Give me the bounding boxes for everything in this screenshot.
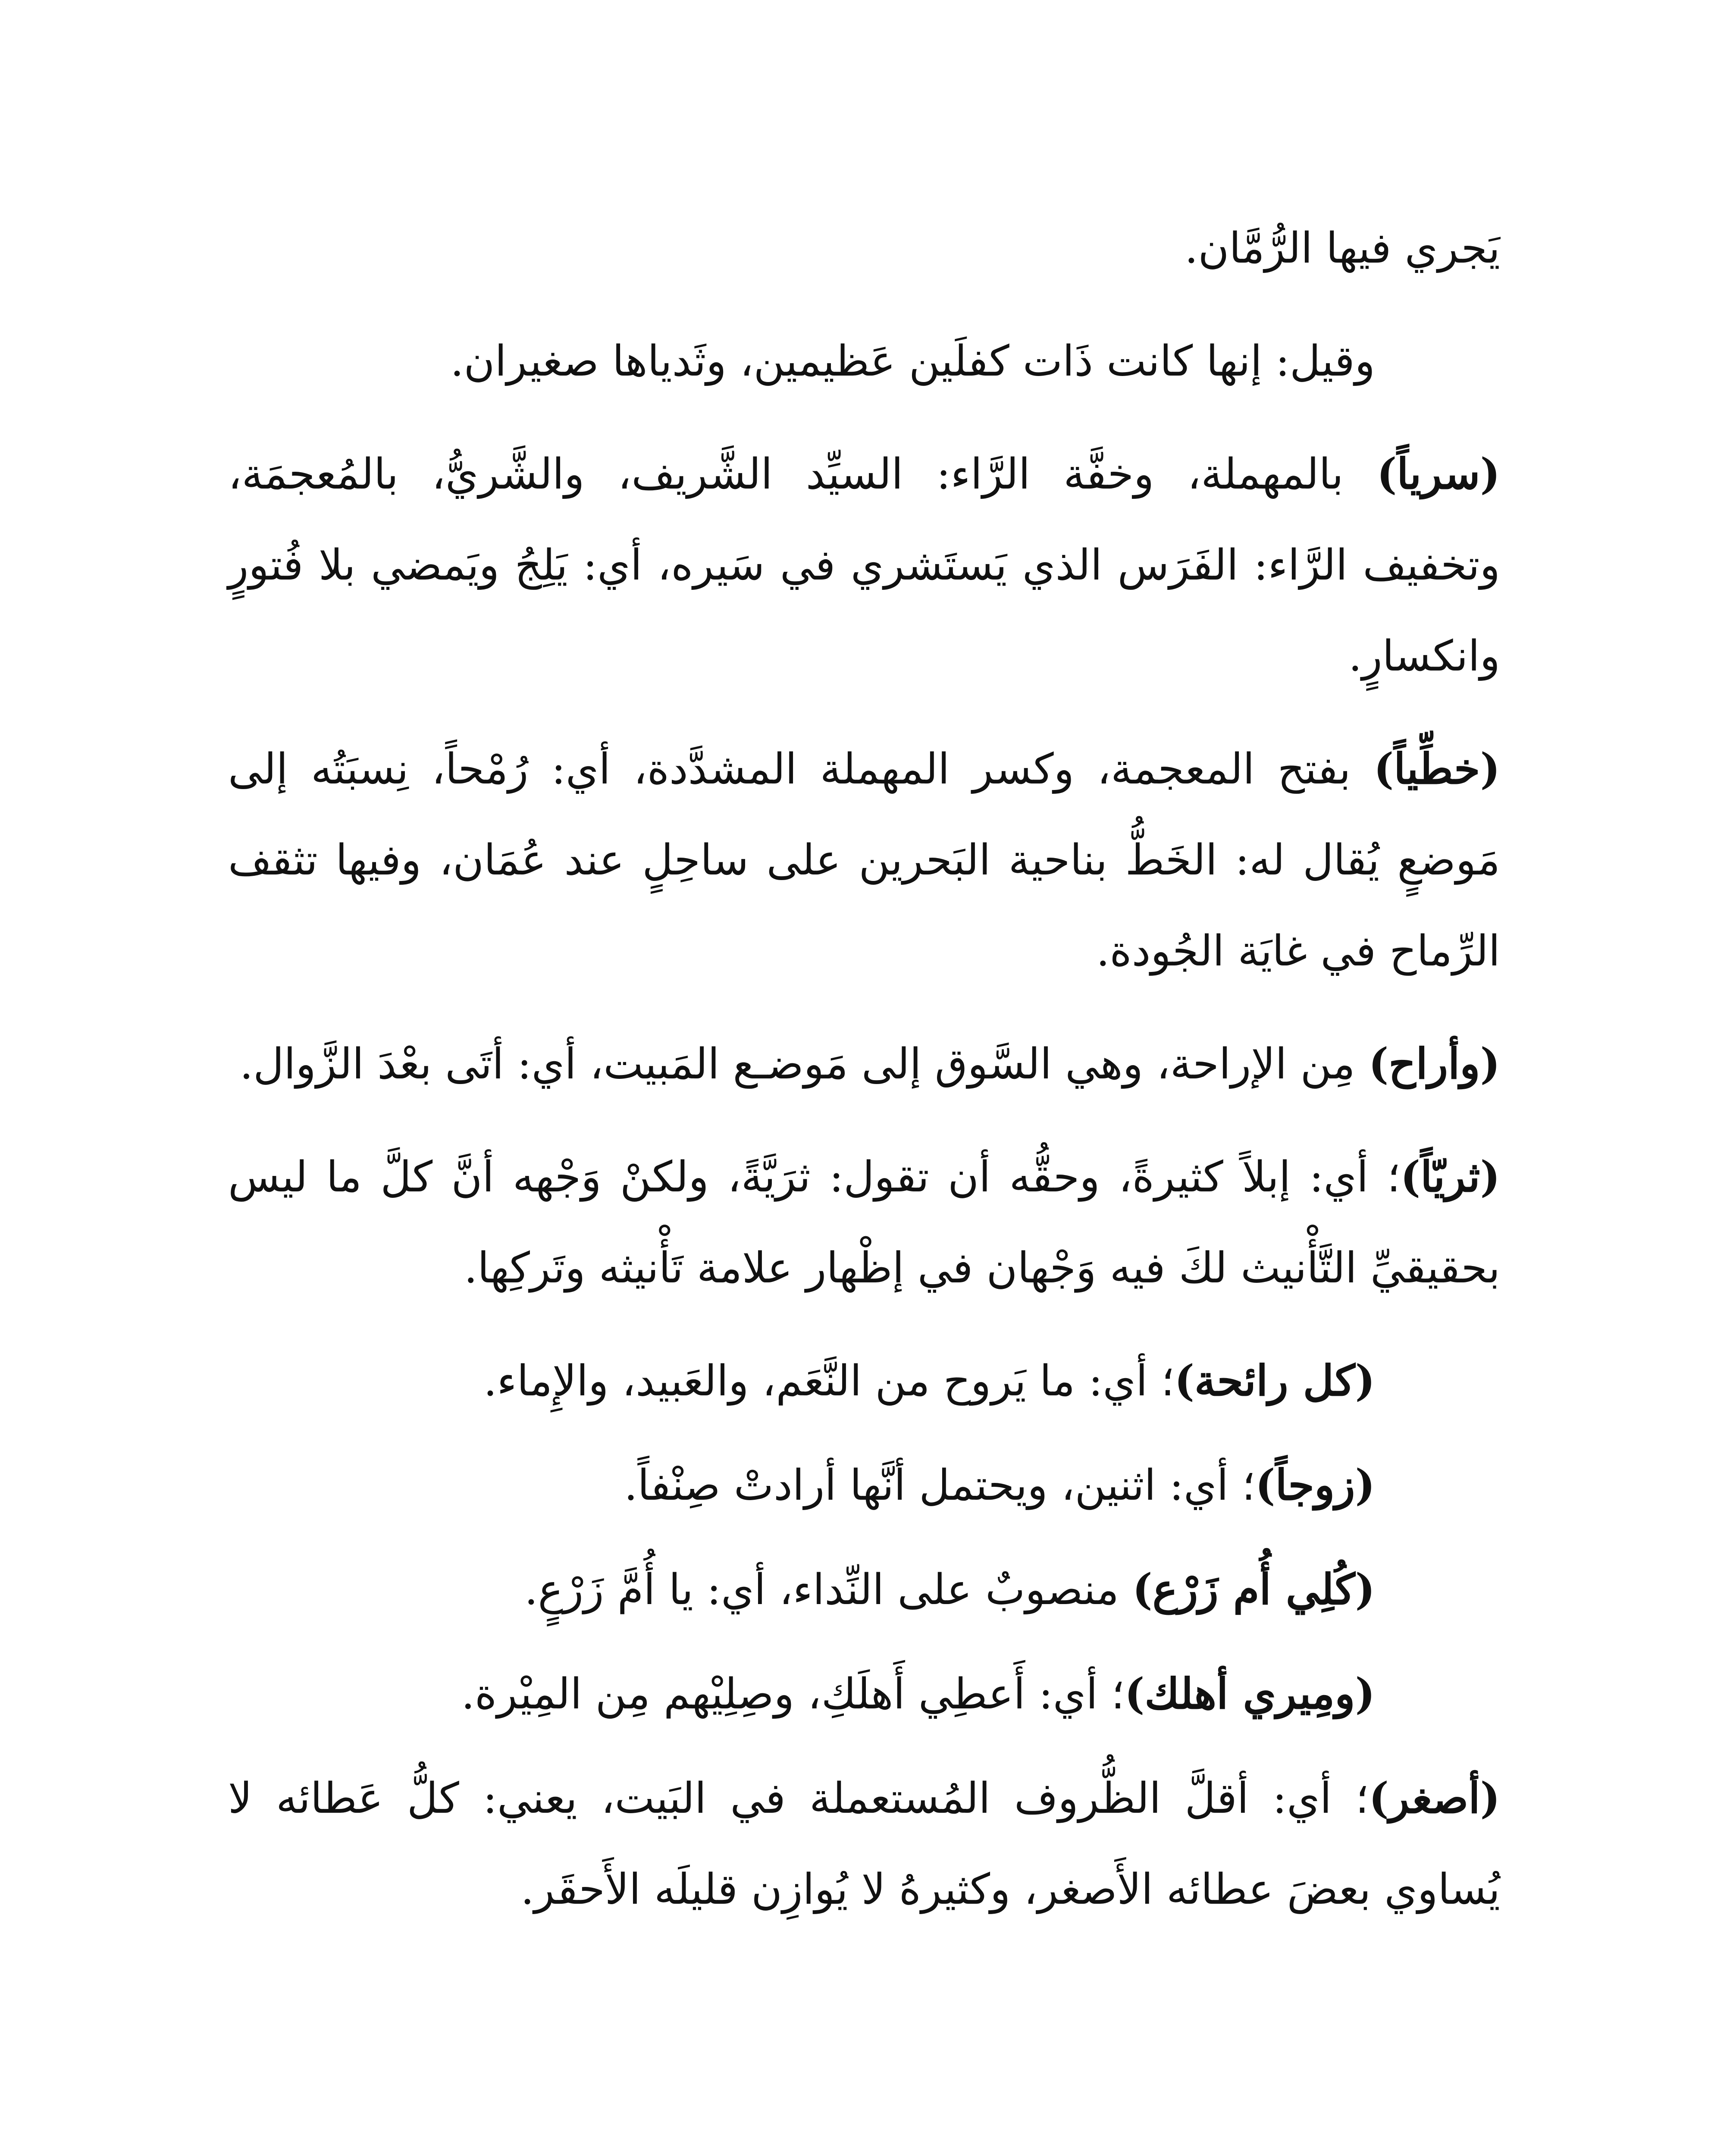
paragraph-term: (وأراح)	[1368, 1039, 1500, 1089]
paragraph-term: (خطِّياً)	[1373, 744, 1500, 794]
paragraph-term: (ثريّاً)	[1400, 1152, 1500, 1202]
paragraph-4	[228, 724, 1500, 997]
paragraph-text: ؛ أي: إبلاً كثيرةً، وحقُّه أن تقول: ثرَيَّةً، ولكنْ وَجْهه أنَّ كلَّ ما ليس بحقيقيِّ التَّأْنيث لكَ فيه وَجْهان في إظْهار علامة تَأْنيثه وتَركِها.	[228, 1153, 1500, 1293]
paragraph-10	[228, 1648, 1500, 1740]
paragraph-text: بفتح المعجمة، وكسر المهملة المشدَّدة، أي: رُمْحاً، نِسبَتُه إلى مَوضعٍ يُقال له: الخَطُّ بناحية البَحرين على ساحِلٍ عند عُمَان، وفيها تثقف الرِّماح في غايَة الجُودة.	[228, 745, 1500, 976]
paragraph-text: ؛ أي: أقلَّ الظُّروف المُستعملة في البَيت، يعني: كلُّ عَطائه لا يُساوي بعضَ عطائه الأَصغر، وكثيرهُ لا يُوازِن قليلَه الأَحقَر.	[228, 1774, 1500, 1914]
paragraph-9	[228, 1544, 1500, 1636]
paragraph-6	[228, 1131, 1500, 1314]
paragraph-text: وقيل: إنها كانت ذَات كفلَين عَظيمين، وثَدياها صغيران.	[450, 337, 1375, 386]
paragraph-text: ؛ أي: اثنين، ويحتمل أنَّها أرادتْ صِنْفاً.	[624, 1461, 1256, 1510]
paragraph-text: مِن الإراحة، وهي السَّوق إلى مَوضـع المَبيت، أي: أتَى بعْدَ الزَّوال.	[239, 1040, 1369, 1089]
paragraph-5	[228, 1018, 1500, 1110]
paragraph-1	[228, 203, 1500, 294]
paragraph-term: (زوجاً)	[1255, 1460, 1375, 1510]
paragraph-text: يَجري فيها الرُّمَّان.	[1185, 224, 1500, 273]
paragraph-term: (سرياً)	[1376, 449, 1500, 499]
paragraph-text: منصوبٌ على النِّداء، أي: يا أُمَّ زَرْعٍ.	[524, 1565, 1133, 1614]
paragraph-term: (كل رائحة)	[1174, 1356, 1375, 1406]
paragraph-text: ؛ أي: أَعطِي أَهلَكِ، وصِلِيْهم مِن المِيْرة.	[461, 1670, 1125, 1719]
paragraph-2	[228, 316, 1500, 407]
paragraph-7	[228, 1335, 1500, 1427]
paragraph-text: بالمهملة، وخفَّة الرَّاء: السيِّد الشَّريف، والشَّريُّ، بالمُعجمَة، وتخفيف الرَّاء: الفَرَس الذي يَستَشري في سَيره، أي: يَلِجُ ويَمضي بلا فُتورٍ وانكسارٍ.	[228, 450, 1500, 681]
page-body	[228, 203, 1500, 1957]
paragraph-3	[228, 429, 1500, 702]
paragraph-term: (أصغر)	[1369, 1774, 1500, 1823]
paragraph-term: (كُلِي أُم زَرْع)	[1132, 1565, 1375, 1614]
paragraph-term: (ومِيري أهلك)	[1125, 1669, 1375, 1719]
paragraph-11	[228, 1753, 1500, 1935]
paragraph-8	[228, 1440, 1500, 1531]
paragraph-text: ؛ أي: ما يَروح من النَّعَم، والعَبيد، والإِماء.	[483, 1357, 1175, 1406]
